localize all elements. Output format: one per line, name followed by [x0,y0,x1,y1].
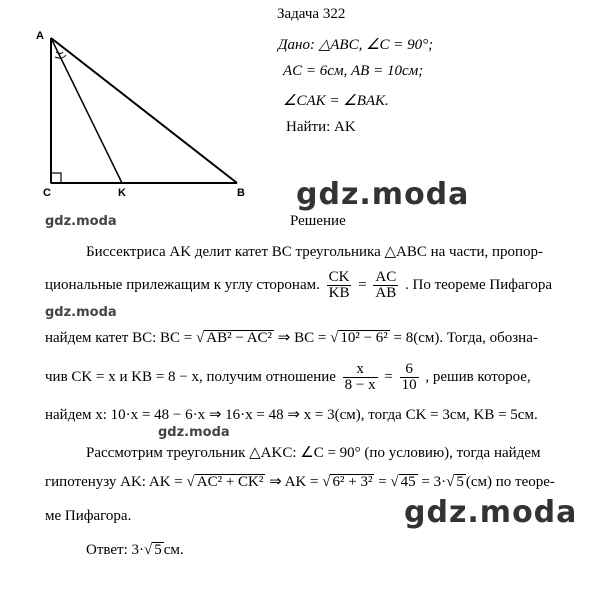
solution-line-1: Биссектриса AK делит катет BC треугольника △ABC на части, пропор- [86,244,544,260]
solution-text: = 3· [421,474,447,490]
side-ab [51,38,237,183]
watermark-big: gdz.moda [296,177,470,212]
sqrt-expression: AB² − AC² [206,330,273,346]
given-line-1: Дано: △ABC, ∠C = 90°; [278,37,434,53]
given-line-2: AC = 6см, AB = 10см; [283,63,424,79]
fraction-x [343,362,378,393]
fraction-denominator: 8 − x [344,377,376,393]
vertex-label-a: A [36,30,44,42]
find-line: Найти: AK [286,119,356,135]
right-angle-mark [51,173,61,183]
solution-line-5: найдем x: 10·x = 48 − 6·x ⇒ 16·x = 48 ⇒ x = 3(см), тогда CK = 3см, KB = 5см. [45,407,538,423]
watermark-small: gdz.moda [45,214,117,229]
fraction-denominator: KB [328,285,350,301]
solution-line-4 [45,362,531,393]
angle-arc [56,52,63,54]
watermark-big: gdz.moda [404,495,578,530]
sqrt-expression: 5 [456,474,464,490]
answer-text: см. [163,542,184,558]
fraction-numerator: x [343,362,378,378]
sqrt-expression: AC² + CK² [196,474,264,490]
solution-line-2 [45,270,552,301]
answer-text: Ответ: 3· [86,542,145,558]
solution-text: = [378,474,387,490]
watermark-small: gdz.moda [158,425,230,440]
sqrt-expression: 10² − 6² [340,330,388,346]
solution-line-7: гипотенузу AK: AK = √ AC² + CK² ⇒ AK = √ 6² + 3² = √ 45 = 3·√ 5 (см) по теоре- [45,474,555,490]
watermark-small: gdz.moda [45,305,117,320]
solution-text: . По теореме Пифагора [405,276,553,293]
solution-text: (см) по теоре- [465,474,555,490]
given-line-3: ∠CAK = ∠BAK. [283,93,389,109]
vertex-label-b: B [237,187,245,199]
solution-text: ⇒ BC = [277,330,327,346]
vertex-label-c: C [43,187,51,199]
fraction-6-10 [400,362,419,393]
fraction-ac-ab [373,270,398,301]
fraction-numerator: 6 [400,362,419,378]
fraction-denominator: 10 [401,377,417,393]
fraction-numerator: AC [375,269,397,285]
fraction-ck-kb [327,270,352,301]
sqrt-expression: 5 [154,542,162,558]
solution-line-8: ме Пифагора. [45,508,132,524]
fraction-denominator: AB [375,285,397,301]
bisector-ak [51,38,122,183]
solution-text: = 8(см). Тогда, обозна- [393,330,538,346]
solution-text: чив CK = x и KB = 8 − x, получим отношение [45,368,336,385]
task-title: Задача 322 [277,6,346,22]
sqrt-expression: 45 [400,474,416,490]
fraction-numerator: CK [328,269,350,285]
solution-line-6: Рассмотрим треугольник △AKC: ∠C = 90° (по условию), тогда найдем [86,445,541,461]
equals-sign: = [358,276,367,293]
solution-text: гипотенузу AK: AK = [45,474,183,490]
solution-line-3: найдем катет BC: BC = √ AB² − AC² ⇒ BC = √ 10² − 6² = 8(см). Тогда, обозна- [45,330,538,346]
solution-text: найдем катет BC: BC = [45,330,193,346]
vertex-label-k: K [118,187,126,199]
solution-heading: Решение [290,213,346,229]
solution-text: ⇒ AK = [269,474,319,490]
solution-text: циональные прилежащим к углу сторонам. [45,276,320,293]
sqrt-expression: 6² + 3² [332,474,373,490]
solution-text: , решив которое, [425,368,531,385]
equals-sign: = [384,368,393,385]
answer-line: Ответ: 3·√ 5 см. [86,542,184,558]
